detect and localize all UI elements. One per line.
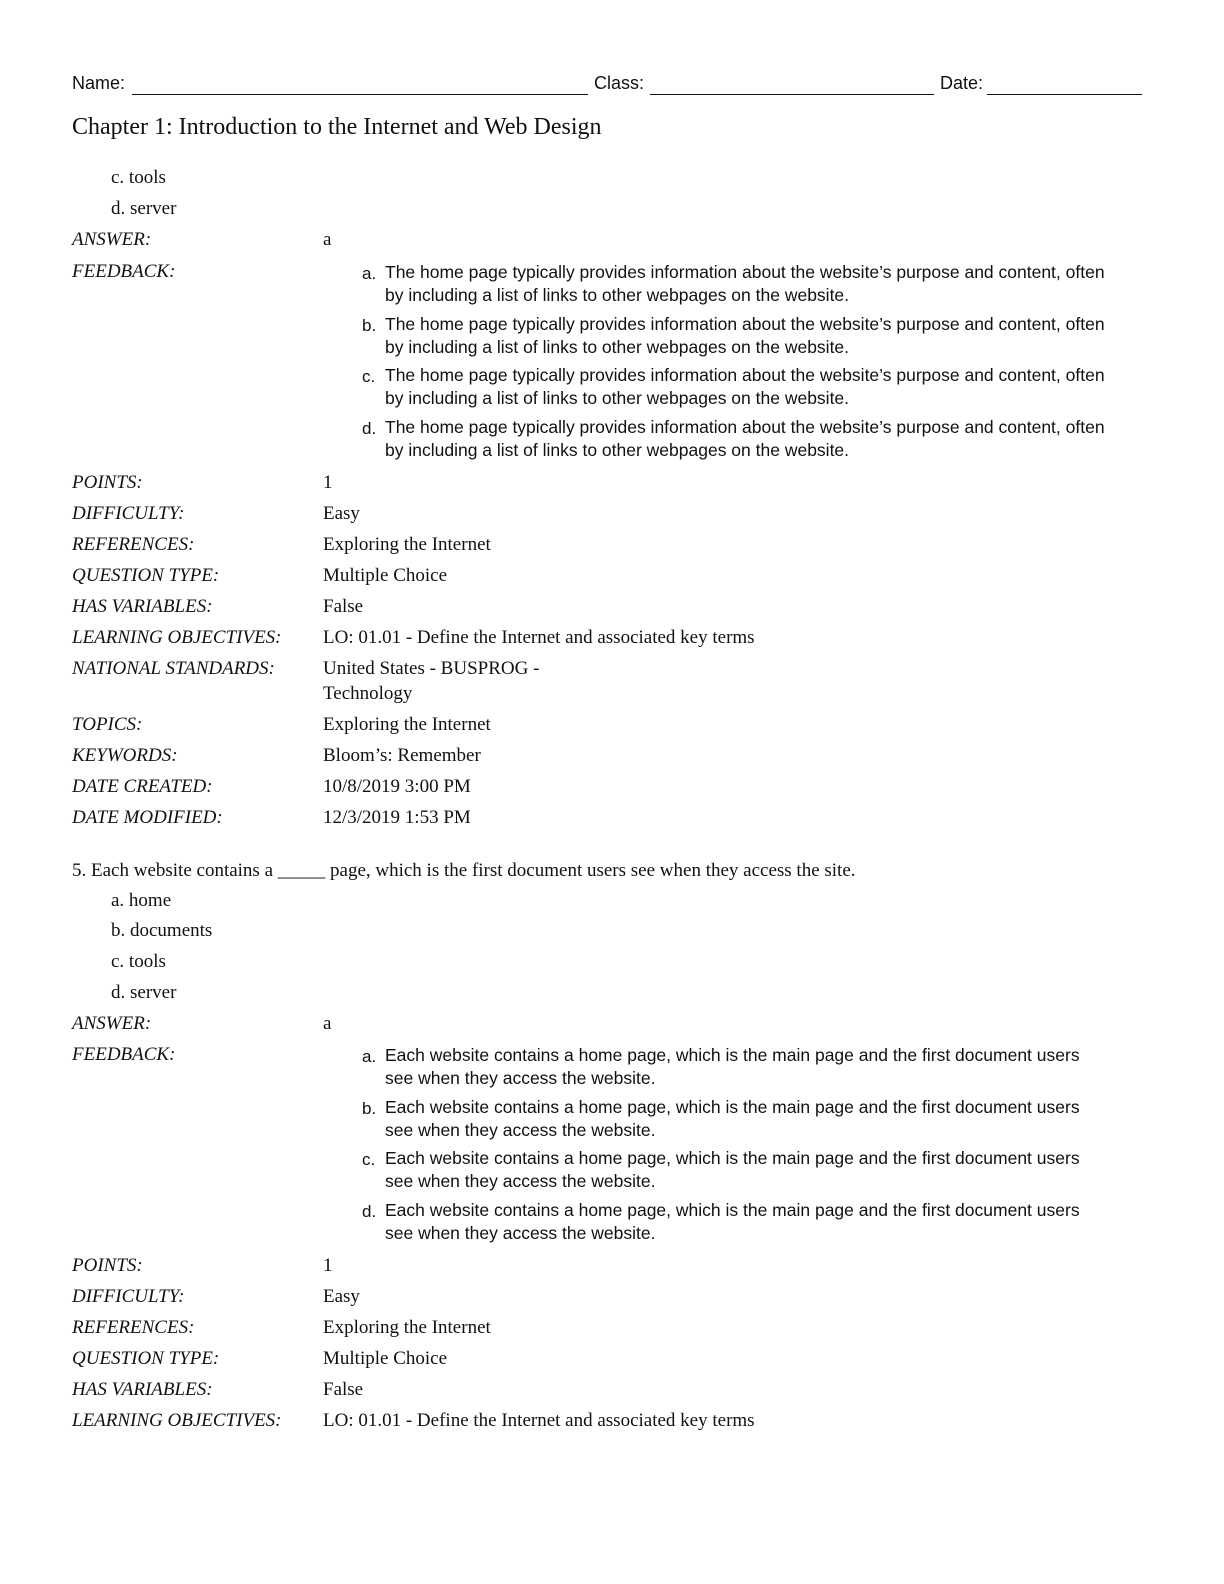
q5-points-label: POINTS: <box>72 1255 143 1276</box>
q5-references-value: Exploring the Internet <box>323 1317 491 1338</box>
q4-feedback-text: The home page typically provides information about the website’s purpose and content, often by including a list of links to other webpages on the website. <box>385 365 1105 408</box>
q4-option-d: d. server <box>111 198 177 219</box>
q4-national-standards-value-2: Technology <box>323 683 413 704</box>
class-label: Class: <box>594 73 645 93</box>
q4-feedback-letter: c. <box>362 367 376 386</box>
page-title: Chapter 1: Introduction to the Internet and Web Design <box>72 114 602 140</box>
q4-option-c: c. tools <box>111 167 166 188</box>
q5-learning-objectives-value: LO: 01.01 - Define the Internet and associated key terms <box>323 1410 755 1431</box>
q4-national-standards-label: NATIONAL STANDARDS: <box>72 658 275 679</box>
class-field[interactable] <box>650 94 934 95</box>
q4-feedback-letter: b. <box>362 316 377 335</box>
q5-option-c: c. tools <box>111 951 166 972</box>
q4-points-value: 1 <box>323 472 333 493</box>
q4-keywords-value: Bloom’s: Remember <box>323 745 481 766</box>
q5-references-label: REFERENCES: <box>72 1317 195 1338</box>
q4-learning-objectives-value: LO: 01.01 - Define the Internet and associated key terms <box>323 627 755 648</box>
q5-feedback-letter: d. <box>362 1202 377 1221</box>
q4-has-variables-value: False <box>323 596 364 617</box>
q4-learning-objectives-label: LEARNING OBJECTIVES: <box>72 627 282 648</box>
q4-difficulty-label: DIFFICULTY: <box>72 503 185 524</box>
q4-feedback-text: The home page typically provides information about the website’s purpose and content, often by including a list of links to other webpages on the website. <box>385 262 1105 305</box>
q4-date-modified-label: DATE MODIFIED: <box>72 807 223 828</box>
q5-feedback-label: FEEDBACK: <box>72 1044 176 1065</box>
q5-feedback-text: Each website contains a home page, which is the main page and the first document users see when they access the website. <box>385 1097 1080 1140</box>
q4-topics-value: Exploring the Internet <box>323 714 491 735</box>
q4-references-value: Exploring the Internet <box>323 534 491 555</box>
q5-points-value: 1 <box>323 1255 333 1276</box>
q4-difficulty-value: Easy <box>323 503 360 524</box>
q4-question-type-label: QUESTION TYPE: <box>72 565 220 586</box>
q4-keywords-label: KEYWORDS: <box>72 745 178 766</box>
q5-feedback-letter: c. <box>362 1150 376 1169</box>
q5-feedback-text: Each website contains a home page, which is the main page and the first document users see when they access the website. <box>385 1200 1080 1243</box>
date-label: Date: <box>940 73 984 93</box>
q5-difficulty-value: Easy <box>323 1286 360 1307</box>
q5-option-a: a. home <box>111 890 172 911</box>
q4-national-standards-value: United States - BUSPROG - <box>323 658 540 679</box>
q5-learning-objectives-label: LEARNING OBJECTIVES: <box>72 1410 282 1431</box>
q4-question-type-value: Multiple Choice <box>323 565 448 586</box>
q5-answer-value: a <box>323 1013 332 1034</box>
q4-feedback-letter: d. <box>362 419 377 438</box>
q5-question-type-value: Multiple Choice <box>323 1348 448 1369</box>
q5-feedback-letter: b. <box>362 1099 377 1118</box>
q5-feedback-text: Each website contains a home page, which is the main page and the first document users see when they access the website. <box>385 1045 1080 1088</box>
q5-answer-label: ANSWER: <box>72 1013 152 1034</box>
q4-feedback-text: The home page typically provides information about the website’s purpose and content, often by including a list of links to other webpages on the website. <box>385 314 1105 357</box>
q5-question-text: 5. Each website contains a _____ page, which is the first document users see when they access the site. <box>72 860 856 881</box>
name-label: Name: <box>72 73 126 93</box>
q5-question-type-label: QUESTION TYPE: <box>72 1348 220 1369</box>
date-field[interactable] <box>987 94 1142 95</box>
q5-has-variables-value: False <box>323 1379 364 1400</box>
q5-option-b: b. documents <box>111 920 213 941</box>
q4-answer-label: ANSWER: <box>72 229 152 250</box>
q5-feedback-text: Each website contains a home page, which is the main page and the first document users see when they access the website. <box>385 1148 1080 1191</box>
q4-has-variables-label: HAS VARIABLES: <box>72 596 213 617</box>
q4-points-label: POINTS: <box>72 472 143 493</box>
name-field[interactable] <box>132 94 588 95</box>
q4-references-label: REFERENCES: <box>72 534 195 555</box>
q4-feedback-letter: a. <box>362 264 377 283</box>
q4-date-created-label: DATE CREATED: <box>72 776 213 797</box>
q4-topics-label: TOPICS: <box>72 714 143 735</box>
q5-feedback-letter: a. <box>362 1047 377 1066</box>
q5-has-variables-label: HAS VARIABLES: <box>72 1379 213 1400</box>
q4-answer-value: a <box>323 229 332 250</box>
q5-difficulty-label: DIFFICULTY: <box>72 1286 185 1307</box>
q4-date-created-value: 10/8/2019 3:00 PM <box>323 776 471 797</box>
q4-date-modified-value: 12/3/2019 1:53 PM <box>323 807 471 828</box>
q4-feedback-label: FEEDBACK: <box>72 261 176 282</box>
q5-option-d: d. server <box>111 982 177 1003</box>
q4-feedback-text: The home page typically provides information about the website’s purpose and content, often by including a list of links to other webpages on the website. <box>385 417 1105 460</box>
